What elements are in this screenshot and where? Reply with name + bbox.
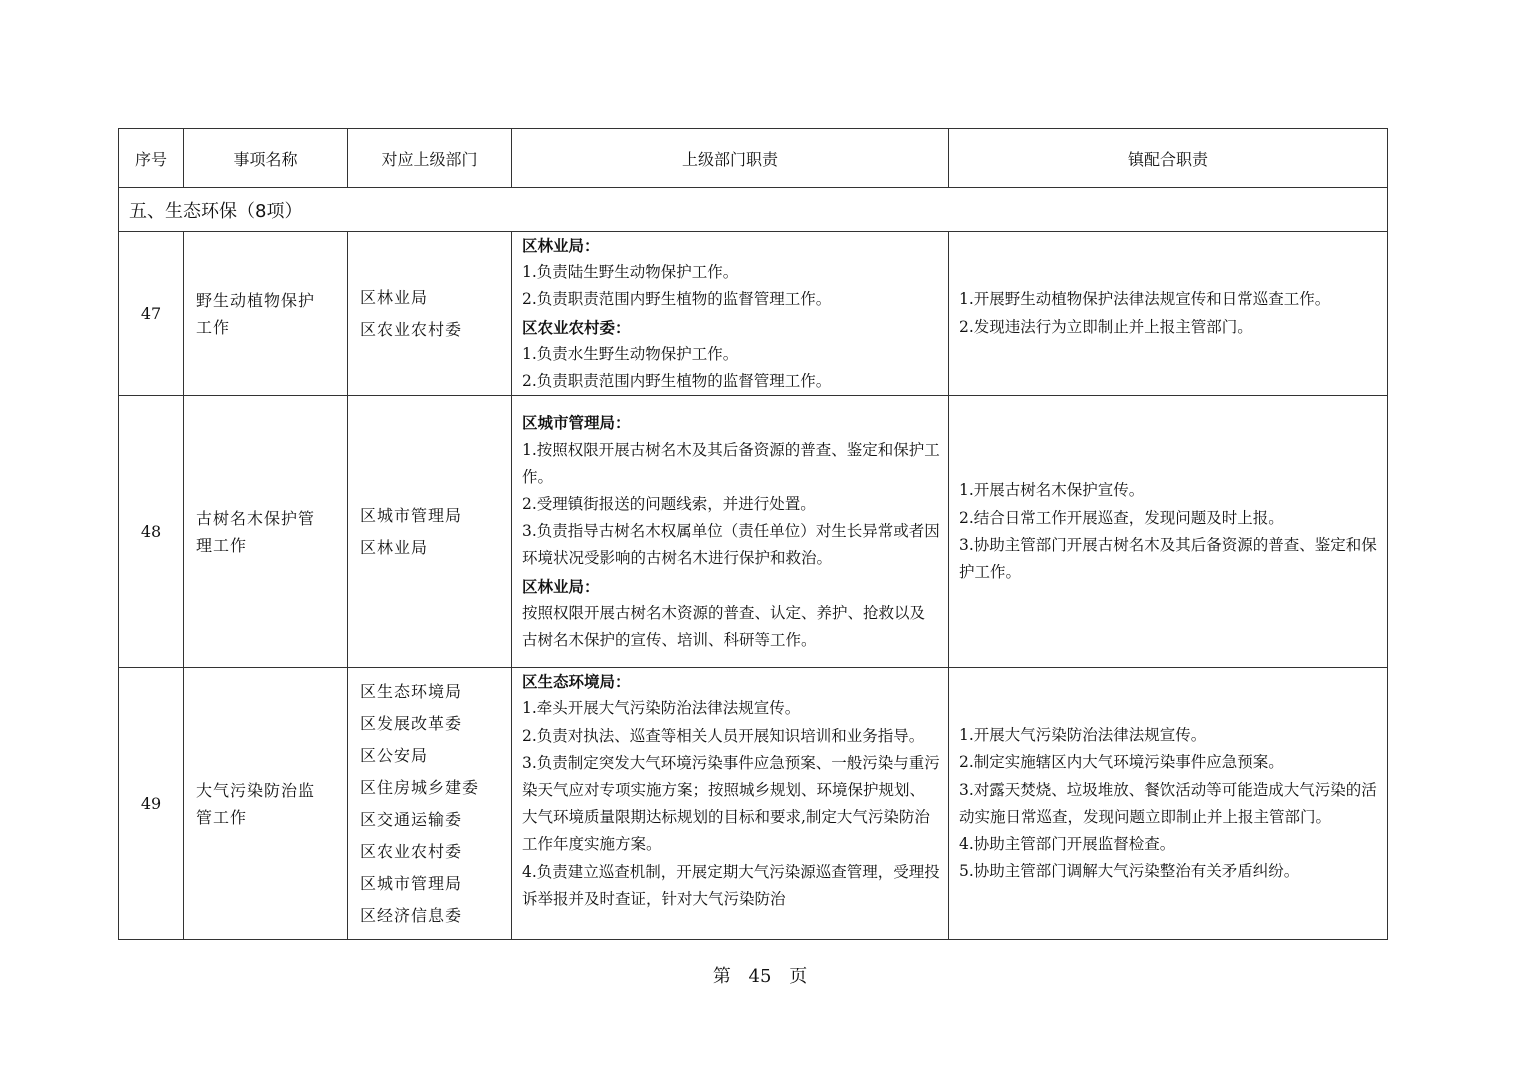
dept-item: 区公安局: [360, 745, 429, 765]
row-num: 49: [119, 668, 184, 940]
duty-item: 2.受理镇街报送的问题线索，并进行处置。: [522, 494, 816, 513]
table-row: [119, 396, 1388, 668]
dept-item: 区发展改革委: [360, 713, 463, 733]
duty-item: 2.负责职责范围内野生植物的监督管理工作。: [522, 372, 832, 391]
section-title: 五、生态环保（8项）: [119, 188, 1388, 232]
header-num: 序号: [119, 129, 184, 188]
town-duty-item: 3.对露天焚烧、垃圾堆放、餐饮活动等可能造成大气污染的活动实施日常巡查，发现问题立即制止并上报主管部门。: [959, 780, 1377, 826]
page-footer: [0, 962, 1520, 988]
duty-heading: 区农业农村委：: [522, 317, 631, 337]
row-dept-duty: [512, 232, 949, 396]
town-duty-item: 4.协助主管部门开展监督检查。: [959, 834, 1176, 853]
duty-table-container: [118, 128, 1387, 940]
row-item-name: [184, 232, 348, 396]
duty-heading: 区林业局：: [522, 236, 600, 255]
town-duty-item: 1.开展古树名木保护宣传。: [959, 481, 1145, 500]
header-dept: 对应上级部门: [348, 129, 512, 188]
duty-heading: 区城市管理局：: [522, 413, 631, 433]
row-dept: [348, 232, 512, 396]
dept-item: 区城市管理局: [360, 873, 463, 893]
duty-item: 4.负责建立巡查机制，开展定期大气污染源巡查管理，受理投诉举报并及时查证，针对大气污染防治: [522, 862, 940, 908]
header-dept-duty: 上级部门职责: [512, 129, 949, 188]
duty-item: 2.负责职责范围内野生植物的监督管理工作。: [522, 290, 832, 309]
name-line: 工作: [196, 317, 231, 337]
duty-item: 1.按照权限开展古树名木及其后备资源的普查、鉴定和保护工作。: [522, 440, 940, 486]
town-duty-item: 2.发现违法行为立即制止并上报主管部门。: [959, 317, 1253, 336]
table-row: [119, 668, 1388, 940]
duty-item: 1.负责水生野生动物保护工作。: [522, 344, 739, 363]
section-row: [119, 188, 1388, 232]
town-duty-item: 2.制定实施辖区内大气环境污染事件应急预案。: [959, 753, 1284, 772]
table-row: [119, 232, 1388, 396]
name-line: 理工作: [196, 535, 248, 555]
duty-item: 1.负责陆生野生动物保护工作。: [522, 263, 739, 282]
dept-item: 区交通运输委: [360, 809, 463, 829]
dept-item: 区农业农村委: [360, 841, 463, 861]
dept-item: 区农业农村委: [360, 319, 463, 339]
row-dept-duty: [512, 396, 949, 668]
duty-item: 2.负责对执法、巡查等相关人员开展知识培训和业务指导。: [522, 726, 925, 745]
name-line: 野生动植物保护: [196, 290, 316, 310]
row-dept: [348, 396, 512, 668]
duty-table: [118, 128, 1388, 940]
header-item-name: 事项名称: [184, 129, 348, 188]
row-dept-duty: [512, 668, 949, 940]
header-town-duty: 镇配合职责: [949, 129, 1388, 188]
name-line: 管工作: [196, 807, 248, 827]
dept-item: 区林业局: [360, 537, 429, 557]
row-dept: [348, 668, 512, 940]
name-line: 古树名木保护管: [196, 508, 316, 528]
row-item-name: [184, 668, 348, 940]
row-town-duty: [949, 232, 1388, 396]
dept-item: 区生态环境局: [360, 681, 463, 701]
duty-item: 3.负责制定突发大气环境污染事件应急预案、一般污染与重污染天气应对专项实施方案；按照城乡规划、环境保护规划、大气环境质量限期达标规划的目标和要求,制定大气污染防治工作年度实施方案。: [522, 753, 940, 854]
page-prefix: 第: [712, 966, 731, 987]
town-duty-item: 1.开展大气污染防治法律法规宣传。: [959, 726, 1207, 745]
town-duty-item: 5.协助主管部门调解大气污染整治有关矛盾纠纷。: [959, 862, 1300, 881]
duty-item: 1.牵头开展大气污染防治法律法规宣传。: [522, 699, 801, 718]
duty-clip: [522, 668, 940, 939]
duty-heading: 区林业局：: [522, 576, 600, 596]
row-town-duty: [949, 396, 1388, 668]
page-suffix: 页: [789, 966, 808, 987]
town-duty-item: 1.开展野生动植物保护法律法规宣传和日常巡查工作。: [959, 290, 1331, 309]
dept-item: 区经济信息委: [360, 905, 463, 925]
name-line: 大气污染防治监: [196, 780, 316, 800]
town-duty-item: 2.结合日常工作开展巡查，发现问题及时上报。: [959, 508, 1284, 527]
dept-item: 区城市管理局: [360, 505, 463, 525]
duty-item: 3.负责指导古树名木权属单位（责任单位）对生长异常或者因环境状况受影响的古树名木进行保护和救治。: [522, 522, 940, 568]
duty-item: 按照权限开展古树名木资源的普查、认定、养护、抢救以及古树名木保护的宣传、培训、科研等工作。: [522, 603, 926, 649]
header-row: [119, 129, 1388, 188]
row-num: 48: [119, 396, 184, 668]
page-number: 45: [748, 966, 772, 987]
dept-item: 区林业局: [360, 287, 429, 307]
town-duty-item: 3.协助主管部门开展古树名木及其后备资源的普查、鉴定和保护工作。: [959, 535, 1377, 581]
row-town-duty: [949, 668, 1388, 940]
duty-heading: 区生态环境局：: [522, 672, 631, 692]
row-num: 47: [119, 232, 184, 396]
dept-item: 区住房城乡建委: [360, 777, 480, 797]
row-item-name: [184, 396, 348, 668]
